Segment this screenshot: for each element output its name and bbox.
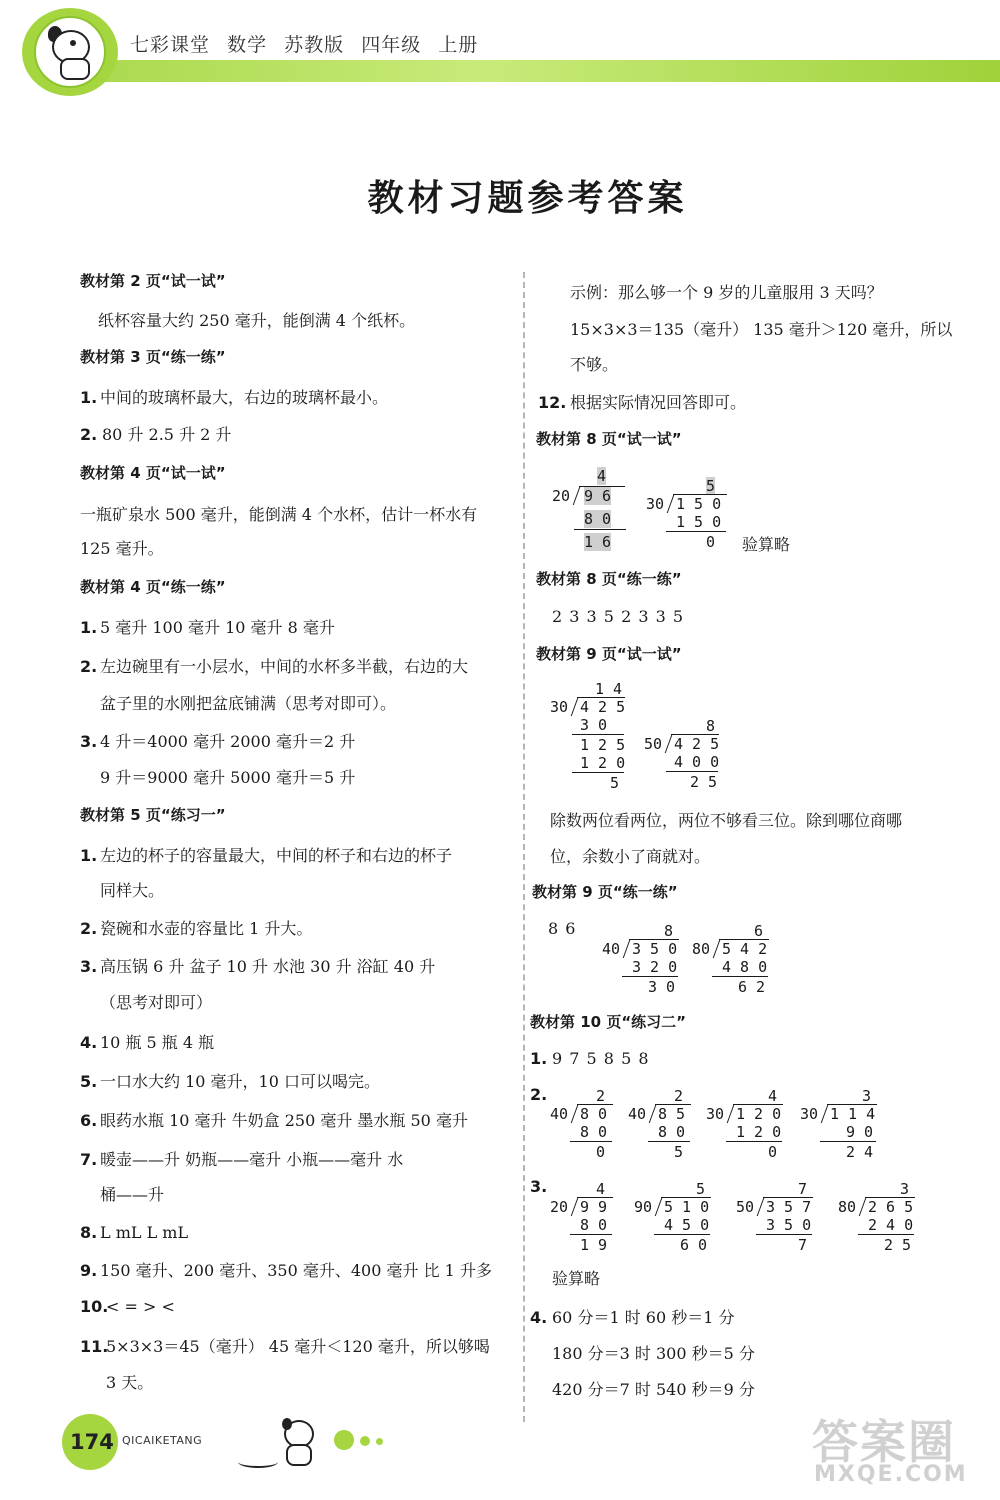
step: 1 2 5 <box>580 736 626 754</box>
dividend: 1 5 0 <box>676 495 722 513</box>
decor-dot <box>376 1438 383 1445</box>
check-note: 验算略 <box>742 535 791 554</box>
section-title: 教材第 8 页“练一练” <box>536 570 682 588</box>
remainder: 3 0 <box>648 978 676 996</box>
answer-text: 60 分＝1 时 60 秒＝1 分 <box>552 1308 735 1327</box>
quotient: 4 <box>768 1087 778 1105</box>
product: 8 0 <box>658 1123 686 1141</box>
divisor: 50 <box>736 1198 755 1216</box>
dividend: 1 2 0 <box>736 1105 782 1123</box>
product: 9 0 <box>846 1123 874 1141</box>
long-division-425-30 <box>550 680 640 790</box>
long-division-96 <box>552 467 632 557</box>
section-title: 教材第 10 页“练习二” <box>530 1013 687 1031</box>
remainder: 5 <box>674 1143 684 1161</box>
divisor: 30 <box>706 1105 725 1123</box>
answer-text: 80 升 2.5 升 2 升 <box>102 425 232 444</box>
item-number: 3. <box>80 732 98 751</box>
product: 1 5 0 <box>676 513 722 531</box>
header-band <box>60 60 1000 82</box>
section-title: 教材第 9 页“试一试” <box>536 645 682 663</box>
answer-text: 瓷碗和水壶的容量比 1 升大。 <box>100 919 313 938</box>
remainder: 6 2 <box>738 978 766 996</box>
item-number: 12. <box>538 393 567 412</box>
item-number: 1. <box>80 388 98 407</box>
item-number: 8. <box>80 1223 98 1242</box>
answer-text: 左边碗里有一小层水，中间的水杯多半截，右边的大 <box>100 657 469 676</box>
answer-text: 一口水大约 10 毫升，10 口可以喝完。 <box>100 1072 380 1091</box>
item-number: 7. <box>80 1150 98 1169</box>
divisor: 40 <box>550 1105 569 1123</box>
remainder: 0 <box>596 1143 606 1161</box>
item-number: 9. <box>80 1261 98 1280</box>
column-divider <box>523 272 525 1422</box>
answer-text: 一瓶矿泉水 500 毫升，能倒满 4 个水杯，估计一杯水有 <box>80 505 478 524</box>
product: 4 8 0 <box>722 958 768 976</box>
product: 4 5 0 <box>664 1216 710 1234</box>
answer-text: 3 天。 <box>106 1373 154 1392</box>
divisor: 40 <box>628 1105 647 1123</box>
answer-text: （思考对即可） <box>100 993 213 1012</box>
answer-text: 纸杯容量大约 250 毫升，能倒满 4 个纸杯。 <box>98 311 416 330</box>
section-title: 教材第 8 页“试一试” <box>536 430 682 448</box>
divisor: 50 <box>644 735 663 753</box>
quotient: 7 <box>798 1180 808 1198</box>
dividend: 3 5 0 <box>632 940 678 958</box>
product: 2 4 0 <box>868 1216 914 1234</box>
item-number: 1. <box>80 846 98 865</box>
quotient: 8 <box>706 717 716 735</box>
decor-dot <box>360 1436 370 1446</box>
dividend: 4 2 5 <box>674 735 720 753</box>
item-number: 2. <box>80 425 98 444</box>
mascot-dog-icon <box>238 1418 318 1478</box>
edition: 苏教版 <box>284 34 345 56</box>
product: 1 2 0 <box>736 1123 782 1141</box>
remainder: 6 0 <box>680 1236 708 1254</box>
item-number: 3. <box>80 957 98 976</box>
divisor: 20 <box>550 1198 569 1216</box>
item-number: 1. <box>80 618 98 637</box>
answer-text: 左边的杯子的容量最大，中间的杯子和右边的杯子 <box>100 846 453 865</box>
product: 3 2 0 <box>632 958 678 976</box>
section-title: 教材第 5 页“练习一” <box>80 806 226 824</box>
product: 8 0 <box>584 510 612 528</box>
divisor: 30 <box>646 495 665 513</box>
long-division-350 <box>602 922 692 997</box>
dividend: 5 4 2 <box>722 940 768 958</box>
answer-text: 150 毫升、200 毫升、350 毫升、400 毫升 比 1 升多 <box>100 1261 492 1280</box>
long-division-357 <box>736 1180 826 1255</box>
answer-text: 9 升＝9000 毫升 5000 毫升＝5 升 <box>100 768 356 787</box>
answer-text: 5×3×3＝45（毫升） 45 毫升＜120 毫升，所以够喝 <box>106 1337 490 1356</box>
answer-text: 示例：那么够一个 9 岁的儿童服用 3 天吗？ <box>570 283 883 302</box>
dividend: 1 1 4 <box>830 1105 876 1123</box>
item-number: 10. <box>80 1297 109 1316</box>
remainder: 2 5 <box>690 773 718 791</box>
divisor: 40 <box>602 940 621 958</box>
remainder: 5 <box>610 774 620 792</box>
answer-text: 桶——升 <box>100 1185 165 1204</box>
divisor: 20 <box>552 487 571 505</box>
answer-text: L mL L mL <box>100 1223 189 1242</box>
long-division-85 <box>628 1087 698 1162</box>
dividend: 9 9 <box>580 1198 608 1216</box>
item-number: 11. <box>80 1337 109 1356</box>
quotient: 6 <box>754 922 764 940</box>
item-number: 2. <box>530 1085 548 1104</box>
answer-text: 2 3 3 5 2 3 3 5 <box>552 607 684 626</box>
item-number: 2. <box>80 919 98 938</box>
section-title: 教材第 4 页“练一练” <box>80 578 226 596</box>
watermark <box>800 1406 990 1490</box>
answer-text: 420 分＝7 时 540 秒＝9 分 <box>552 1380 755 1399</box>
remainder: 2 4 <box>846 1143 874 1161</box>
answer-text: 暖壶——升 奶瓶——毫升 小瓶——毫升 水 <box>100 1150 404 1169</box>
long-division-114 <box>800 1087 890 1162</box>
item-number: 3. <box>530 1177 548 1196</box>
page-footer <box>0 1400 1000 1500</box>
quotient: 4 <box>596 1180 606 1198</box>
remainder: 1 9 <box>580 1236 608 1254</box>
answer-text: 同样大。 <box>100 881 165 900</box>
section-title: 教材第 3 页“练一练” <box>80 348 226 366</box>
quotient: 4 <box>597 467 607 485</box>
page-header <box>0 0 1000 100</box>
quotient: 8 <box>664 922 674 940</box>
product: 4 0 0 <box>674 753 720 771</box>
answer-text: 位，余数小了商就对。 <box>550 847 711 866</box>
item-number: 4. <box>80 1033 98 1052</box>
answer-text: < = > < <box>106 1297 175 1316</box>
section-title: 教材第 9 页“练一练” <box>532 883 678 901</box>
page-number: 174 <box>70 1430 114 1454</box>
long-division-425-50 <box>644 717 734 792</box>
dividend: 3 5 7 <box>766 1198 812 1216</box>
item-number: 2. <box>80 657 98 676</box>
item-number: 6. <box>80 1111 98 1130</box>
decor-dot <box>334 1430 354 1450</box>
footer-brand: QICAIKETANG <box>122 1434 203 1447</box>
answer-text: 5 毫升 100 毫升 10 毫升 8 毫升 <box>100 618 335 637</box>
answer-text: 除数两位看两位，两位不够看三位。除到哪位商哪 <box>550 811 903 830</box>
watermark-logo: 答案圈 <box>812 1415 956 1469</box>
dividend: 5 1 0 <box>664 1198 710 1216</box>
item-number: 4. <box>530 1308 548 1327</box>
long-division-80 <box>550 1087 620 1162</box>
dividend: 4 2 5 <box>580 698 626 716</box>
step: 1 2 0 <box>580 754 626 772</box>
answer-text: 根据实际情况回答即可。 <box>570 393 747 412</box>
product: 8 0 <box>580 1216 608 1234</box>
volume: 上册 <box>438 34 479 56</box>
remainder: 1 6 <box>584 533 612 551</box>
remainder: 7 <box>798 1236 808 1254</box>
divisor: 80 <box>838 1198 857 1216</box>
product: 8 0 <box>580 1123 608 1141</box>
long-division-150 <box>646 477 736 552</box>
answer-text: 盆子里的水刚把盆底铺满（思考对即可）。 <box>100 694 397 713</box>
answer-text: 4 升＝4000 毫升 2000 毫升＝2 升 <box>100 732 356 751</box>
check-note: 验算略 <box>552 1269 601 1288</box>
quotient: 5 <box>696 1180 706 1198</box>
dividend: 2 6 5 <box>868 1198 914 1216</box>
quotient: 1 4 <box>595 680 623 698</box>
long-division-542 <box>692 922 782 997</box>
long-division-265 <box>838 1180 928 1255</box>
quotient: 2 <box>596 1087 606 1105</box>
section-title: 教材第 4 页“试一试” <box>80 464 226 482</box>
divisor: 90 <box>634 1198 653 1216</box>
subject: 数学 <box>227 34 268 56</box>
dividend: 9 6 <box>584 487 612 505</box>
series-name: 七彩课堂 <box>130 34 211 56</box>
item-number: 1. <box>530 1049 548 1068</box>
quotient: 3 <box>900 1180 910 1198</box>
answer-text: 9 7 5 8 5 8 <box>552 1049 649 1068</box>
step: 3 0 <box>580 716 608 734</box>
watermark-url: MXQE.COM <box>814 1462 968 1487</box>
long-division-99 <box>550 1180 620 1255</box>
header-info <box>130 30 488 57</box>
section-title: 教材第 2 页“试一试” <box>80 272 226 290</box>
answer-text: 眼药水瓶 10 毫升 牛奶盒 250 毫升 墨水瓶 50 毫升 <box>100 1111 468 1130</box>
page-title: 教材习题参考答案 <box>367 178 688 219</box>
answer-text: 15×3×3＝135（毫升） 135 毫升＞120 毫升，所以 <box>570 320 953 339</box>
answer-text: 8 6 <box>548 919 576 938</box>
quotient: 3 <box>862 1087 872 1105</box>
dividend: 8 0 <box>580 1105 608 1123</box>
divisor: 30 <box>800 1105 819 1123</box>
quotient: 5 <box>706 477 716 495</box>
quotient: 2 <box>674 1087 684 1105</box>
remainder: 2 5 <box>884 1236 912 1254</box>
answer-text: 10 瓶 5 瓶 4 瓶 <box>100 1033 215 1052</box>
dividend: 8 5 <box>658 1105 686 1123</box>
answer-text: 高压锅 6 升 盆子 10 升 水池 30 升 浴缸 40 升 <box>100 957 436 976</box>
long-division-510 <box>634 1180 724 1255</box>
answer-text: 180 分＝3 时 300 秒＝5 分 <box>552 1344 755 1363</box>
product: 3 5 0 <box>766 1216 812 1234</box>
answer-text: 125 毫升。 <box>80 539 164 558</box>
long-division-120 <box>706 1087 796 1162</box>
answer-text: 不够。 <box>570 355 619 374</box>
item-number: 5. <box>80 1072 98 1091</box>
grade: 四年级 <box>361 34 422 56</box>
remainder: 0 <box>768 1143 778 1161</box>
remainder: 0 <box>706 533 716 551</box>
divisor: 80 <box>692 940 711 958</box>
divisor: 30 <box>550 698 569 716</box>
answer-text: 中间的玻璃杯最大，右边的玻璃杯最小。 <box>100 388 389 407</box>
